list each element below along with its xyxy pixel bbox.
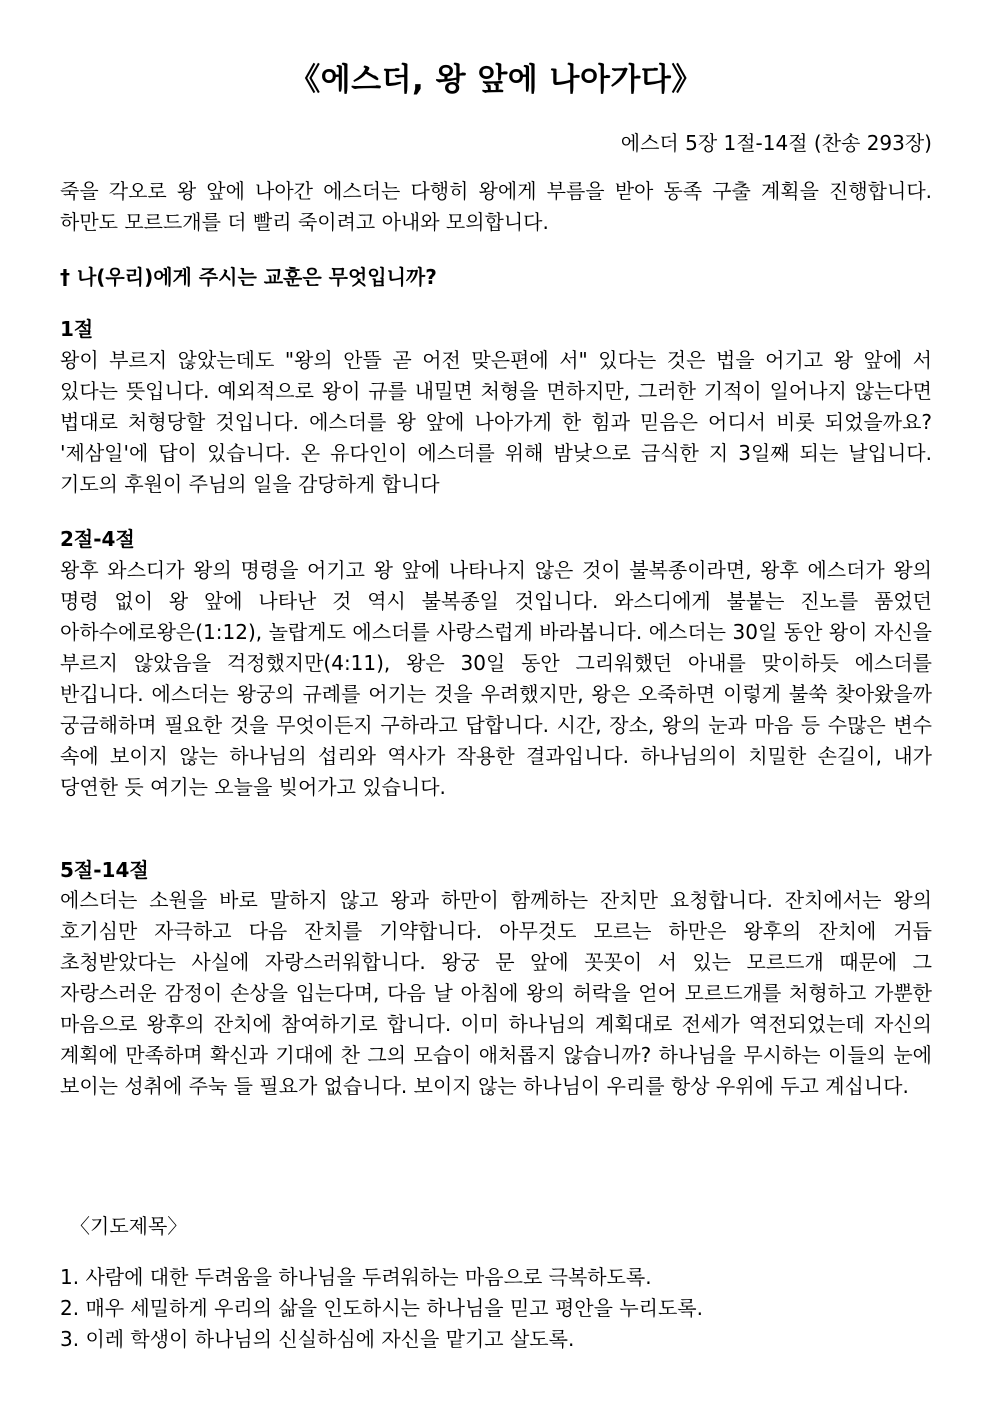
section-heading-verse-2-4: 2절-4절	[60, 527, 135, 551]
intro-paragraph: 죽을 각오로 왕 앞에 나아간 에스더는 다행히 왕에게 부름을 받아 동족 구출 계획을 진행합니다. 하만도 모르드개를 더 빨리 죽이려고 아내와 모의합니다.	[60, 179, 932, 234]
section-heading-verse-1: 1절	[60, 317, 94, 341]
section-text-verse-2-4: 왕후 와스디가 왕의 명령을 어기고 왕 앞에 나타나지 않은 것이 불복종이라면, 왕후 에스더가 왕의 명령 없이 왕 앞에 나타난 것 역시 불복종일 것입니다. 와스디에게 불붙는 진노를 품었던 아하수에로왕은(1:12), 놀랍게도 에스더를 사랑스럽게 바라봅니다. 에스더는 30일 동안 왕이 자신을 부르지 않았음을 걱정했지만(4:11), 왕은 30일 동안 그리워했던 아내를 맞이하듯 에스더를 반깁니다. 에스더는 왕궁의 규례를 어기는 것을 우려했지만, 왕은 오죽하면 이렇게 불쑥 찾아왔을까 궁금해하며 필요한 것을 무엇이든지 구하라고 답합니다. 시간, 장소, 왕의 눈과 마음 등 수많은 변수 속에 보이지 않는 하나님의 섭리와 역사가 작용한 결과입니다. 하나님의이 치밀한 손길이, 내가 당연한 듯 여기는 오늘을 빚어가고 있습니다.	[60, 558, 932, 799]
prayer-title: 〈기도제목〉	[70, 1214, 188, 1238]
page-title: 《에스더, 왕 앞에 나아가다》	[289, 62, 703, 98]
scripture-reference: 에스더 5장 1절-14절 (찬송 293장)	[620, 131, 932, 155]
section-text-verse-5-14: 에스더는 소원을 바로 말하지 않고 왕과 하만이 함께하는 잔치만 요청합니다. 잔치에서는 왕의 호기심만 자극하고 다음 잔치를 기약합니다. 아무것도 모르는 하만은 왕후의 잔치에 거듭 초청받았다는 사실에 자랑스러워합니다. 왕궁 문 앞에 꼿꼿이 서 있는 모르드개 때문에 그 자랑스러운 감정이 손상을 입는다며, 다음 날 아침에 왕의 허락을 얻어 모르드개를 처형하고 가뿐한 마음으로 왕후의 잔치에 참여하기로 합니다. 이미 하나님의 계획대로 전세가 역전되었는데 자신의 계획에 만족하며 확신과 기대에 찬 그의 모습이 애처롭지 않습니까? 하나님을 무시하는 이들의 눈에 보이는 성취에 주눅 들 필요가 없습니다. 보이지 않는 하나님이 우리를 항상 우위에 두고 계십니다.	[60, 888, 932, 1098]
prayer-item: 2. 매우 세밀하게 우리의 삶을 인도하시는 하나님을 믿고 평안을 누리도록.	[60, 1296, 703, 1320]
lesson-question: † 나(우리)에게 주시는 교훈은 무엇입니까?	[60, 265, 437, 289]
prayer-item: 3. 이레 학생이 하나님의 신실하심에 자신을 맡기고 살도록.	[60, 1327, 575, 1351]
prayer-list	[60, 1262, 932, 1355]
prayer-item: 1. 사람에 대한 두려움을 하나님을 두려워하는 마음으로 극복하도록.	[60, 1265, 652, 1289]
section-heading-verse-5-14: 5절-14절	[60, 858, 149, 882]
section-text-verse-1: 왕이 부르지 않았는데도 "왕의 안뜰 곧 어전 맞은편에 서" 있다는 것은 법을 어기고 왕 앞에 서 있다는 뜻입니다. 예외적으로 왕이 규를 내밀면 처형을 면하지만, 그러한 기적이 일어나지 않는다면 법대로 처형당할 것입니다. 에스더를 왕 앞에 나아가게 한 힘과 믿음은 어디서 비롯 되었을까요? '제삼일'에 답이 있습니다. 온 유다인이 에스더를 위해 밤낮으로 금식한 지 3일째 되는 날입니다. 기도의 후원이 주님의 일을 감당하게 합니다	[60, 348, 932, 496]
